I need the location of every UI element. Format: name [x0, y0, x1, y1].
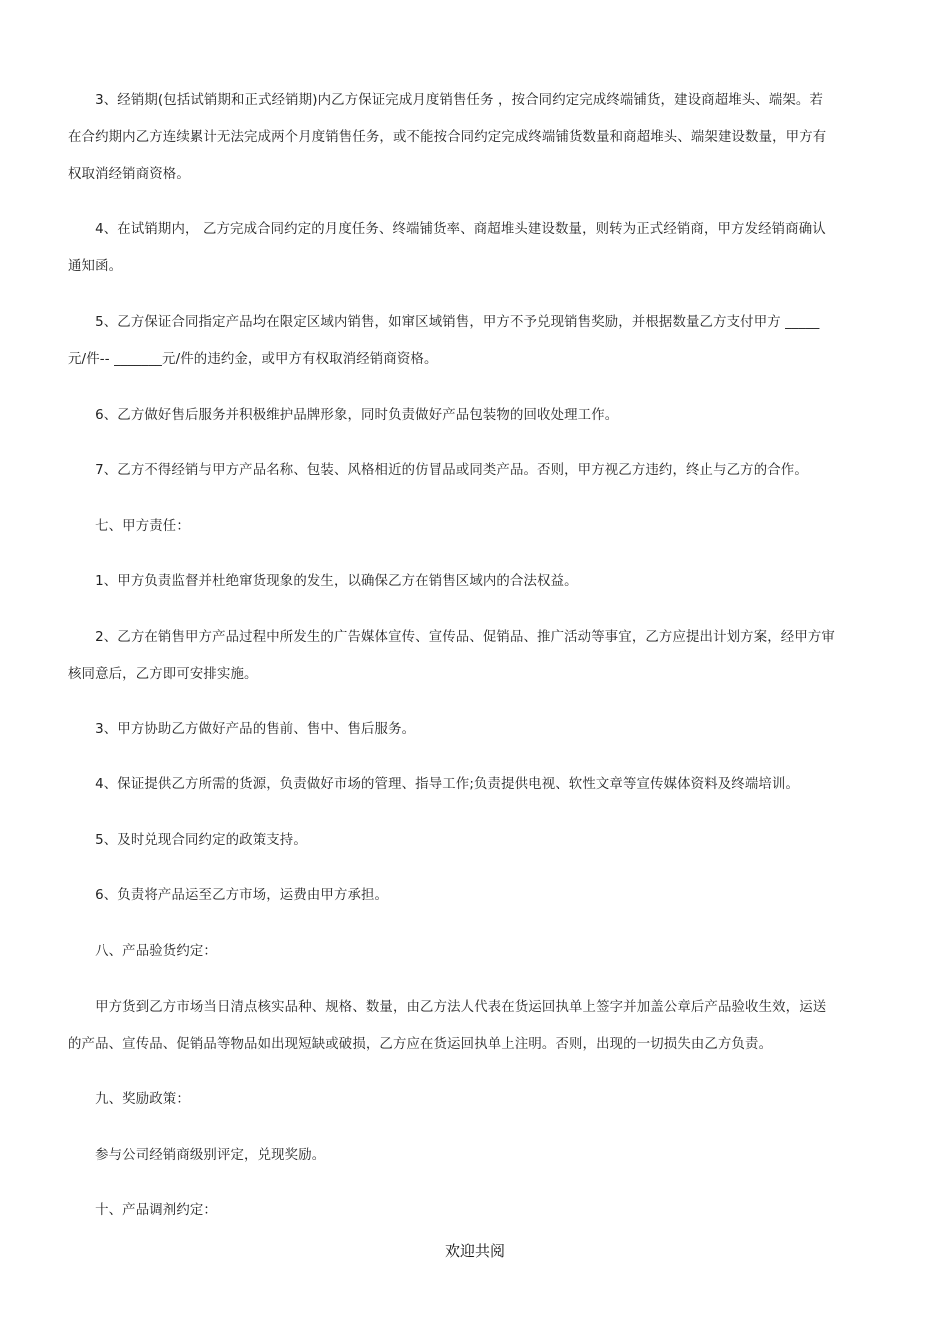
text-line: 6、乙方做好售后服务并积极维护品牌形象，同时负责做好产品包装物的回收处理工作。 — [68, 408, 619, 423]
party-a-clause-5-paragraph — [68, 822, 884, 859]
text-line: 通知函。 — [68, 259, 123, 274]
text-line: 在合约期内乙方连续累计无法完成两个月度销售任务，或不能按合同约定完成终端铺货数量和商超堆头、端架建设数量，甲方有 — [68, 130, 827, 145]
text-line: 九、奖励政策： — [68, 1092, 190, 1107]
text-line: 十、产品调剂约定： — [68, 1203, 217, 1218]
text-line: 八、产品验货约定： — [68, 944, 217, 959]
text-line: 1、甲方负责监督并杜绝窜货现象的发生，以确保乙方在销售区域内的合法权益。 — [68, 574, 578, 589]
party-a-clause-4-paragraph — [68, 766, 884, 803]
text-line: 甲方货到乙方市场当日清点核实品种、规格、数量，由乙方法人代表在货运回执单上签字并加盖公章后产品验收生效，运送 — [68, 1000, 827, 1015]
section-8-heading — [68, 933, 884, 970]
party-a-clause-6-paragraph — [68, 877, 884, 914]
text-line: 4、保证提供乙方所需的货源，负责做好市场的管理、指导工作;负责提供电视、软性文章等宣传媒体资料及终端培训。 — [68, 777, 799, 792]
text-line: 4、在试销期内， 乙方完成合同约定的月度任务、终端铺货率、商超堆头建设数量，则转为正式经销商，甲方发经销商确认 — [68, 222, 826, 237]
reward-paragraph — [68, 1137, 884, 1174]
text-line: 七、甲方责任： — [68, 519, 190, 534]
clause-4-paragraph — [68, 211, 884, 285]
text-line: 权取消经销商资格。 — [68, 167, 190, 182]
text-line: 7、乙方不得经销与甲方产品名称、包装、风格相近的仿冒品或同类产品。否则，甲方视乙方违约，终止与乙方的合作。 — [68, 463, 808, 478]
section-9-heading — [68, 1081, 884, 1118]
clause-7-paragraph — [68, 452, 884, 489]
text-line: 5、乙方保证合同指定产品均在限定区域内销售，如窜区域销售，甲方不予兑现销售奖励，并根据数量乙方支付甲方 _____ — [68, 315, 820, 330]
inspection-paragraph — [68, 989, 884, 1063]
text-line: 的产品、宣传品、促销品等物品如出现短缺或破损，乙方应在货运回执单上注明。否则，出现的一切损失由乙方负责。 — [68, 1037, 773, 1052]
party-a-clause-2-paragraph — [68, 619, 884, 693]
text-line: 参与公司经销商级别评定，兑现奖励。 — [68, 1148, 326, 1163]
section-7-heading — [68, 508, 884, 545]
text-line: 3、甲方协助乙方做好产品的售前、售中、售后服务。 — [68, 722, 416, 737]
text-line: 核同意后，乙方即可安排实施。 — [68, 667, 258, 682]
page-footer: 欢迎共阅 — [444, 1242, 505, 1260]
text-line: 3、经销期(包括试销期和正式经销期)内乙方保证完成月度销售任务 ，按合同约定完成终端铺货，建设商超堆头、端架。若 — [68, 93, 824, 108]
text-line: 2、乙方在销售甲方产品过程中所发生的广告媒体宣传、宣传品、促销品、推广活动等事宜，乙方应提出计划方案，经甲方审 — [68, 630, 835, 645]
clause-3-paragraph — [68, 82, 884, 193]
party-a-clause-1-paragraph — [68, 563, 884, 600]
text-line: 6、负责将产品运至乙方市场，运费由甲方承担。 — [68, 888, 389, 903]
party-a-clause-3-paragraph — [68, 711, 884, 748]
text-line: 5、及时兑现合同约定的政策支持。 — [68, 833, 307, 848]
clause-5-paragraph — [68, 304, 884, 378]
section-10-heading — [68, 1192, 884, 1229]
clause-6-paragraph — [68, 397, 884, 434]
text-line: 元/件-- _______元/件的违约金，或甲方有权取消经销商资格。 — [68, 352, 438, 367]
